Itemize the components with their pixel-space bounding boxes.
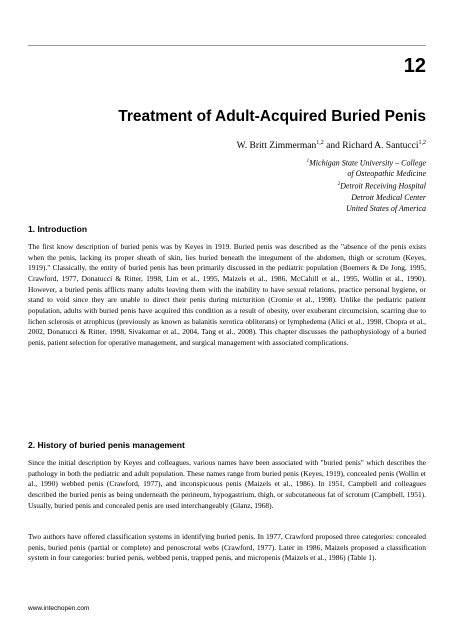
paragraph-history-1: Since the initial description by Keyes and colleagues, various names have been associated with "buried penis" which describes the pathology in both the pediatric and adult population. These names range from buried penis (Keyes, 1919), concealed penis (Wollin et al., 1990) webbed penis (Crawford, 1977), and inconspicuous penis (Maizels et al., 1986). In 1951, Campbell and colleagues described the buried penis as being underneath the perineum, hypogastrium, thigh, or subcutaneous fat of scrotum (Campbell, 1951). Usually, buried penis and concealed penis are used interchangeably (Glanz, 1968). (28, 458, 426, 510)
section-heading-introduction: 1. Introduction (28, 224, 88, 234)
chapter-number: 12 (403, 55, 426, 77)
affiliation-line: United States of America (345, 203, 426, 213)
author-conjunction: and (323, 141, 343, 152)
author-affiliation-sup: 1,2 (316, 140, 324, 146)
author-name: Richard A. Santucci (342, 141, 419, 152)
affiliations (28, 157, 426, 214)
author-affiliation-sup: 1,2 (418, 140, 426, 146)
paragraph-introduction: The first know description of buried penis was by Keyes in 1919. Buried penis was described as the "absence of the penis exists when the penis, lacking its proper sheath of skin, lies buried beneath the integument of the abdomen, thigh or scrotum (Keyes, 1919)." Classically, the entity of buried penis has been primarily discussed in the pediatric population (Boemers & De Jong, 1995, Crawford, 1977, Donatucci & Ritter, 1998, Lim et al., 1995, Maizels et al., 1986, McCahill et al., 1995, Wollin et al., 1990). However, a buried penis afflicts many adults leaving them with the inability to have sexual relations, practice personal hygiene, or stand to void since they are unable to direct their penis during micturition (Cromie et al., 1998). Unlike the pediatric patient population, adults with buried penis have acquired this condition as a result of obesity, over exuberant circumcision, scarring due to lichen sclerosis et atrophicus (previously as known as balanitis xerotica obliterans) or lymphedema (Alici et al., 1998, Chopra et al., 2002, Donatucci & Ritter, 1998, Sivakumar et al., 2004, Tang et al., 2008). This chapter discusses the pathophysiology of a buried penis, patient selection for operative management, and surgical management with associated complications. (28, 242, 426, 347)
footer-url: www.intechopen.com (28, 605, 90, 612)
affiliation-line: Detroit Medical Center (351, 192, 426, 202)
chapter-title: Treatment of Adult-Acquired Buried Penis (118, 108, 426, 125)
author-line (28, 140, 426, 151)
paragraph-history-2: Two authors have offered classification systems in identifying buried penis. In 1977, Crawford proposed three categories: concealed penis, buried penis (partial or complete) and penoscrotal webs (Crawford, 1977). Later in 1986, Maizels proposed a classification system in four categories: buried penis, webbed penis, trapped penis, and micropenis (Maizels et al., 1986) (Table 1). (28, 532, 426, 563)
affiliation-line: of Osteopathic Medicine (347, 169, 426, 179)
top-rule (28, 45, 426, 46)
affiliation-line: $^1$Michigan State University – College (306, 158, 426, 168)
affiliation-line: $^2$Detroit Receiving Hospital (337, 181, 426, 191)
section-heading-history: 2. History of buried penis management (28, 440, 185, 450)
author-name: W. Britt Zimmerman (236, 141, 317, 152)
